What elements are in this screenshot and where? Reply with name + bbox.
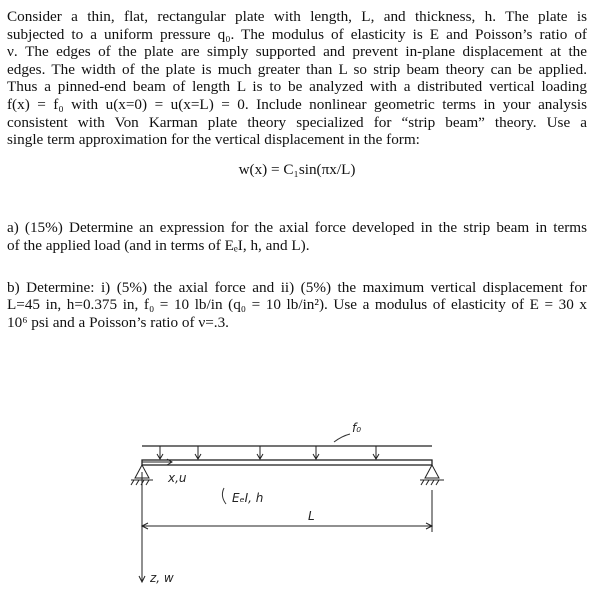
intro-line: consistent with Von Karman plate theory specialized for “strip beam” theory. Use a bbox=[7, 113, 587, 131]
intro-line: f(x) = f₀ with u(x=0) = u(x=L) = 0. Include nonlinear geometric terms in your analysis bbox=[7, 95, 587, 113]
load-arrows bbox=[157, 446, 379, 459]
displacement-equation: w(x) = C₁sin(πx/L) bbox=[238, 160, 356, 178]
part-b-line: b) Determine: i) (5%) the axial force and ii) (5%) the maximum vertical displacement for bbox=[7, 278, 587, 296]
beam-sketch bbox=[120, 410, 450, 600]
beam-body bbox=[142, 460, 432, 465]
intro-line: Consider a thin, flat, rectangular plate with length, L, and thickness, h. The plate is bbox=[7, 8, 587, 25]
part-b-line: L=45 in, h=0.375 in, f₀ = 10 lb/in (q₀ = 10 lb/in²). Use a modulus of elasticity of E = 30 x bbox=[7, 296, 587, 314]
intro-line: subjected to a uniform pressure q₀. The modulus of elasticity is E and Poisson’s ratio of bbox=[7, 25, 587, 43]
part-b-line: 10⁶ psi and a Poisson’s ratio of ν=.3. bbox=[7, 313, 229, 331]
right-pin-support bbox=[420, 465, 444, 485]
part-a-line: a) (15%) Determine an expression for the axial force developed in the strip beam in terms bbox=[7, 219, 587, 237]
intro-line: edges. The width of the plate is much greater than L so strip beam theory can be applied. bbox=[7, 60, 587, 78]
problem-statement bbox=[7, 8, 587, 331]
part-b bbox=[7, 279, 587, 332]
z-axis-arrow bbox=[139, 532, 145, 582]
intro-line: ν. The edges of the plate are simply supported and prevent in-plane displacement at the bbox=[7, 43, 587, 61]
intro-line: single term approximation for the vertical displacement in the form: bbox=[7, 131, 420, 149]
z-axis-label: z, w bbox=[150, 571, 174, 585]
part-a-line: of the applied load (and in terms of EₑI, h, and L). bbox=[7, 236, 310, 254]
intro-paragraph bbox=[7, 8, 587, 149]
x-axis-label: x,u bbox=[168, 471, 187, 485]
section-bracket bbox=[222, 488, 226, 504]
intro-line: Thus a pinned-end beam of length L is to be analyzed with a distributed vertical loading bbox=[7, 78, 587, 96]
load-label: f₀ bbox=[352, 421, 362, 435]
beam-figure bbox=[120, 410, 450, 600]
section-label: EₑI, h bbox=[232, 491, 264, 505]
load-leader-line bbox=[334, 434, 350, 442]
length-label: L bbox=[308, 509, 315, 523]
part-a bbox=[7, 219, 587, 254]
